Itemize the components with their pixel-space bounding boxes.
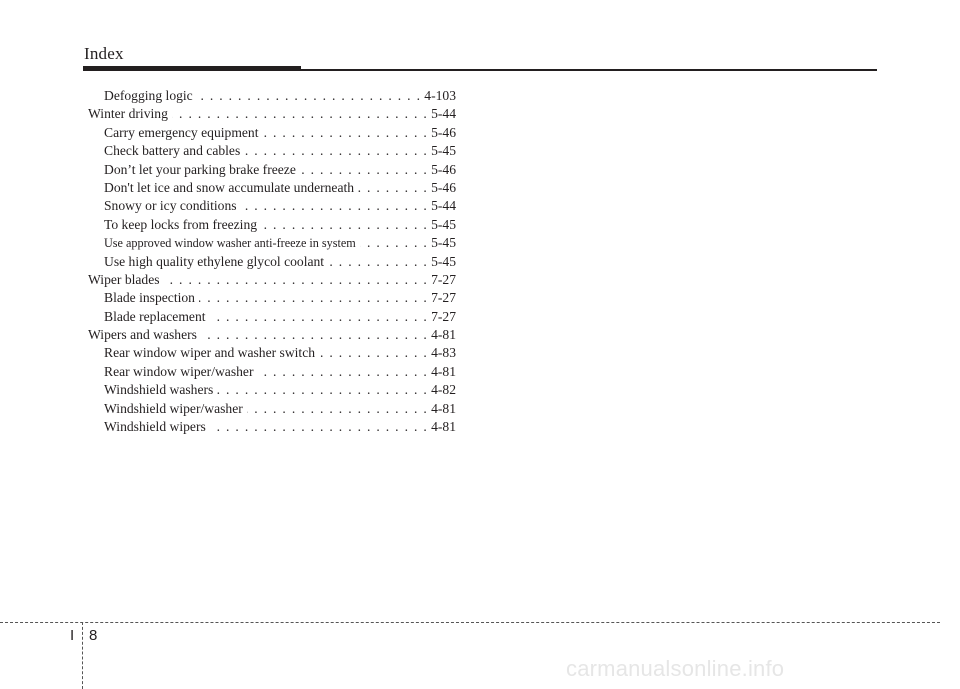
- index-entry-page: 7-27: [431, 290, 456, 306]
- index-entry-label: Don't let ice and snow accumulate underneath: [104, 179, 355, 195]
- index-entry-label: Defogging logic: [104, 88, 193, 103]
- index-entry-page: 5-45: [431, 235, 456, 251]
- dot-leader: [210, 418, 428, 436]
- index-entry: [88, 124, 456, 142]
- index-entry-label: Windshield wipers: [104, 419, 206, 435]
- page-title: Index: [84, 44, 124, 63]
- index-entry-page: 5-46: [431, 179, 456, 195]
- index-entry-page: 5-46: [431, 124, 456, 140]
- index-entry-label: Wiper blades: [88, 271, 160, 287]
- index-entry-page: 4-83: [431, 345, 456, 361]
- index-entry: [88, 271, 456, 289]
- index-entry-page: 5-45: [431, 216, 456, 232]
- index-entry-page: 7-27: [431, 271, 456, 287]
- index-entry: [88, 363, 456, 381]
- dot-leader: [247, 400, 428, 418]
- index-entry-page: 5-45: [431, 143, 456, 159]
- index-entry-page: 7-27: [431, 308, 456, 324]
- index-entry-label: Wipers and washers: [88, 327, 197, 343]
- index-entry-label: Rear window wiper/washer: [104, 363, 254, 379]
- dot-leader: [360, 234, 428, 252]
- dot-leader: [358, 179, 428, 197]
- footer-rule: [0, 622, 940, 623]
- section-letter: I: [70, 627, 75, 644]
- index-entry-label: Rear window wiper and washer switch: [104, 345, 316, 361]
- index-entry: [88, 216, 456, 234]
- index-entry-page: 4-82: [431, 382, 456, 398]
- index-entry-label: Use approved window washer anti-freeze in system: [104, 236, 356, 251]
- index-entry: [88, 234, 456, 252]
- dot-leader: [201, 326, 428, 344]
- index-entry-page: 4-81: [431, 400, 456, 416]
- index-entry: [88, 326, 456, 344]
- footer-divider: [82, 622, 83, 689]
- dot-leader: [199, 289, 428, 307]
- index-entry: [88, 308, 456, 326]
- index-entry: [88, 87, 456, 105]
- index-entry-label: Snowy or icy conditions: [104, 198, 237, 214]
- index-entry: [88, 381, 456, 399]
- index-entry: [88, 105, 456, 123]
- index-entry: [88, 344, 456, 362]
- index-entry: [88, 253, 456, 271]
- watermark: carmanualsonline.info: [566, 656, 785, 681]
- index-entry-page: 4-103: [424, 88, 456, 103]
- dot-leader: [244, 142, 428, 160]
- index-entry-page: 5-44: [431, 198, 456, 214]
- dot-leader: [164, 271, 429, 289]
- index-entry-label: Winter driving: [88, 106, 168, 122]
- page-number: 8: [89, 627, 98, 644]
- dot-leader: [263, 124, 429, 142]
- index-entry-label: Blade replacement: [104, 308, 206, 324]
- index-entry: [88, 142, 456, 160]
- dot-leader: [261, 216, 428, 234]
- dot-leader: [258, 363, 429, 381]
- index-entry-label: Check battery and cables: [104, 143, 241, 159]
- dot-leader: [300, 161, 428, 179]
- index-entry-page: 4-81: [431, 363, 456, 379]
- index-entry-label: Windshield wiper/washer: [104, 400, 243, 416]
- index-list: [88, 87, 456, 436]
- dot-leader: [210, 308, 429, 326]
- dot-leader: [241, 197, 429, 215]
- index-entry: [88, 161, 456, 179]
- index-entry-page: 5-46: [431, 161, 456, 177]
- dot-leader: [197, 87, 422, 105]
- index-entry: [88, 418, 456, 436]
- index-entry: [88, 400, 456, 418]
- index-entry-label: Blade inspection: [104, 290, 195, 306]
- index-entry-page: 4-81: [431, 419, 456, 435]
- dot-leader: [319, 344, 428, 362]
- index-entry-label: Carry emergency equipment: [104, 124, 259, 140]
- dot-leader: [328, 253, 428, 271]
- index-entry-page: 4-81: [431, 327, 456, 343]
- header-rule: [83, 69, 877, 71]
- index-entry-label: To keep locks from freezing: [104, 216, 258, 232]
- index-entry: [88, 179, 456, 197]
- index-entry: [88, 289, 456, 307]
- dot-leader: [172, 105, 428, 123]
- index-entry-page: 5-45: [431, 253, 456, 269]
- index-entry: [88, 197, 456, 215]
- index-entry-label: Use high quality ethylene glycol coolant: [104, 253, 325, 269]
- index-entry-page: 5-44: [431, 106, 456, 122]
- index-entry-label: Windshield washers: [104, 382, 214, 398]
- index-entry-label: Don’t let your parking brake freeze: [104, 161, 296, 177]
- dot-leader: [217, 381, 428, 399]
